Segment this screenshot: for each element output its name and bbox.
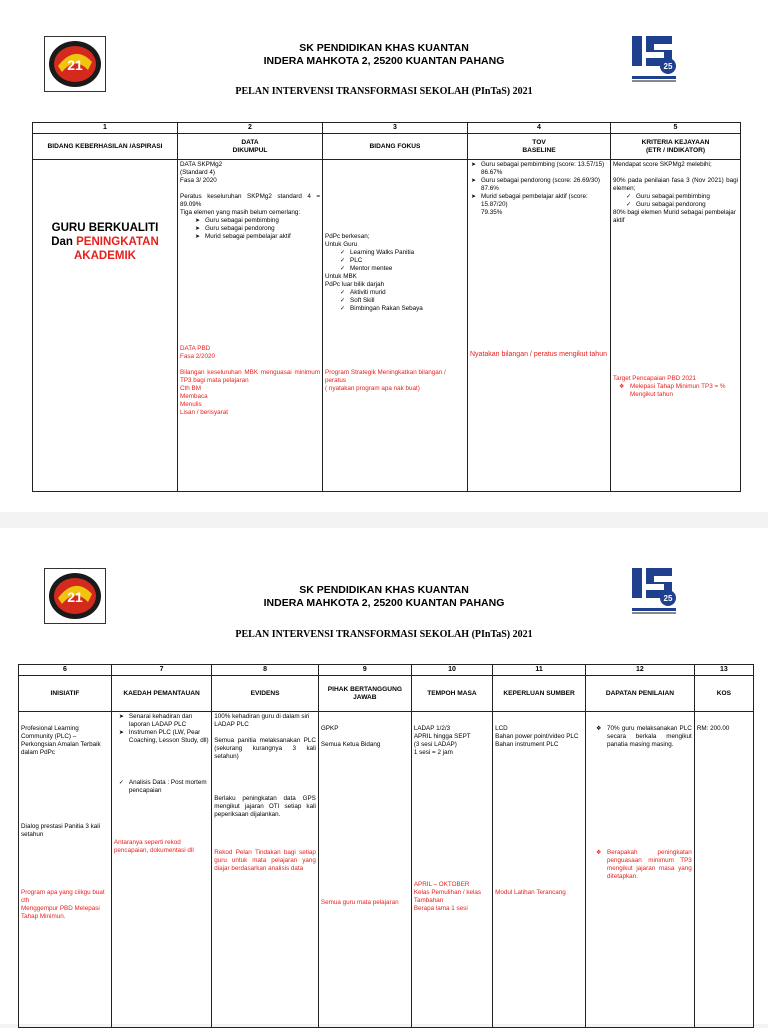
text-line: Berlaku peningkatan data GPS mengikut jajaran OTI setiap kali peperiksaan dijalankan. <box>214 795 316 818</box>
text-line: Semua panitia melaksanakan PLC (sekurang kurangnya 3 kali setahun) <box>214 737 316 760</box>
col-number: 2 <box>178 123 323 134</box>
list-item: ➤ Guru sebagai pembimbing <box>194 217 320 225</box>
text-line: Fasa 2/2020 <box>180 353 216 360</box>
list-item: ✓ Soft Skill <box>339 297 465 305</box>
cell-kos <box>694 712 753 1028</box>
col-number: 8 <box>212 665 319 676</box>
text-line: 80% bagi elemen Murid sebagai pembelajar aktif <box>613 209 736 224</box>
col-number: 4 <box>468 123 611 134</box>
logo-number-25: 25 <box>663 594 673 603</box>
text-line: Modul Latihan Terancang <box>495 889 566 896</box>
header-pihak-bertanggung-jawab: PIHAK BERTANGGUNG JAWAB <box>318 676 411 712</box>
text-line: Menggempur PBD Melepasi Tahap Minimun. <box>21 905 100 920</box>
text-line: Membaca <box>180 393 208 400</box>
cell-pihak-bertanggung-jawab <box>318 712 411 1028</box>
list-item: ➤ Guru sebagai pendorong <box>194 225 320 233</box>
header-evidens: EVIDENS <box>212 676 319 712</box>
list-item: ✓ Mentor mentee <box>339 265 465 273</box>
header-data-dikumpul: DATA DIKUMPUL <box>178 134 323 160</box>
column-header-row <box>19 676 754 712</box>
col-number: 1 <box>33 123 178 134</box>
text-line: Target Pencapaian PBD 2021 <box>613 375 696 382</box>
cell-bidang-fokus <box>323 160 468 492</box>
content-row <box>33 160 741 492</box>
col-number: 11 <box>493 665 586 676</box>
text-line: Mendapat score SKPMg2 melebihi; <box>613 161 712 168</box>
pintas-table-part-1 <box>32 122 741 492</box>
cell-tov-baseline <box>468 160 611 492</box>
logo-number-25: 25 <box>663 62 673 71</box>
text-line: Lisan / berisyarat <box>180 409 228 416</box>
list-item: ➤ Murid sebagai pembelajar aktif (score: 15.87/20) 79.35% <box>470 193 608 217</box>
text-line: cth <box>21 897 30 904</box>
text-line: RM: 200.00 <box>696 725 730 732</box>
text-line: Bahan instrument PLC <box>495 741 559 748</box>
header-bidang-fokus: BIDANG FOKUS <box>323 134 468 160</box>
text-line: ( nyatakan program apa nak buat) <box>325 385 420 392</box>
col-number: 10 <box>411 665 492 676</box>
header-tov-baseline: TOV BASELINE <box>468 134 611 160</box>
column-number-row <box>33 123 741 134</box>
text-line: Berapa lama 1 sesi <box>413 905 468 912</box>
col-number: 6 <box>19 665 112 676</box>
school-name: SK PENDIDIKAN KHAS KUANTAN <box>299 584 469 596</box>
svg-text:21: 21 <box>67 589 83 605</box>
list-item: ➤ Murid sebagai pembelajar aktif <box>194 233 320 241</box>
text-line: Peratus keseluruhan SKPMg2 standard 4 = 89.09% <box>180 193 320 208</box>
text-line: Cth BM <box>180 385 201 392</box>
text-line: Rekod Pelan Tindakan bagi setiap guru untuk mata pelajaran yang diajar berdasarkan analisis data <box>214 849 316 872</box>
header-bidang-keberhasilan: BIDANG KEBERHASILAN /ASPIRASI <box>33 134 178 160</box>
list-item: ➤ Guru sebagai pendorong (score: 26.69/30) 87.6% <box>470 177 608 193</box>
header-kos: KOS <box>694 676 753 712</box>
list-item: ➤ Instrumen PLC (LW, Pear Coaching, Lesson Study, dll) <box>118 729 209 745</box>
cell-tempoh-masa <box>411 712 492 1028</box>
list-item: ✓ Guru sebagai pembimbing <box>625 193 738 201</box>
cell-data-dikumpul <box>178 160 323 492</box>
list-item: ✓ Guru sebagai pendorong <box>625 201 738 209</box>
cell-aspirasi <box>33 160 178 492</box>
document-page-2 <box>0 528 768 1024</box>
text-line: 100% kehadiran guru di dalam siri LADAP PLC <box>214 713 310 728</box>
header-tempoh-masa: TEMPOH MASA <box>411 676 492 712</box>
text-line: Antaranya seperti rekod pencapaian, dokumentasi dll <box>113 839 194 854</box>
list-item: ✓ Aktiviti murid <box>339 289 465 297</box>
document-page-1 <box>0 0 768 512</box>
text-line: Bilangan keseluruhan MBK menguasai minimum TP3 bagi mata pelajaran <box>180 369 320 384</box>
header-dapatan-penilaian: DAPATAN PENILAIAN <box>586 676 695 712</box>
list-item: ✓ Analisis Data : Post mortem pencapaian <box>118 779 209 795</box>
aspirasi-line-1: GURU BERKUALITI <box>51 222 159 234</box>
school-address: INDERA MAHKOTA 2, 25200 KUANTAN PAHANG <box>263 597 505 609</box>
text-line: Program apa yang ciikgu buat <box>21 889 105 896</box>
column-header-row <box>33 134 741 160</box>
text-line: Menulis <box>180 401 202 408</box>
text-line: APRIL – OKTOBER <box>413 881 470 888</box>
text-line: DATA PBD <box>180 345 211 352</box>
text-line: 90% pada penilaian fasa 3 (Nov 2021) bagi elemen; <box>613 177 738 192</box>
text-line: Untuk Guru <box>325 241 358 248</box>
text-line: 1 sesi = 2 jam <box>413 749 453 756</box>
school-name: SK PENDIDIKAN KHAS KUANTAN <box>299 42 469 54</box>
text-line: LADAP 1/2/3 <box>413 725 451 732</box>
text-line: LCD <box>495 725 508 732</box>
text-line: Profesional Learning Community (PLC) – Perkongsian Amalan Terbaik dalam PdPc <box>21 725 101 756</box>
text-line: Tiga elemen yang masih belum cemerlang: <box>180 209 301 216</box>
aspirasi-dan: Dan <box>51 236 73 248</box>
cell-dapatan-penilaian <box>586 712 695 1028</box>
text-line: Bahan power point/video PLC <box>495 733 579 740</box>
list-item: ❖ Berapakah peningkatan penguasaan minimum TP3 mengikut jajaran masa yang ditetapkan. <box>596 849 692 881</box>
list-item: ❖ Melepasi Tahap Minimun TP3 = % Mengikut tahun <box>619 383 738 399</box>
cell-keperluan-sumber <box>493 712 586 1028</box>
text-line: Kelas Pemulihan / kelas Tambahan <box>413 889 482 904</box>
text-line: DATA SKPMg2 <box>180 161 223 168</box>
header-kriteria-kejayaan: KRITERIA KEJAYAAN (ETR / INDIKATOR) <box>611 134 741 160</box>
list-item: ➤ Guru sebagai pembimbing (score: 13.57/15) 86.67% <box>470 161 608 177</box>
list-item: ➤ Senarai kehadiran dan laporan LADAP PLC <box>118 713 209 729</box>
text-line: PdPc luar bilik darjah <box>325 281 385 288</box>
cell-evidens <box>212 712 319 1028</box>
col-number: 7 <box>111 665 211 676</box>
list-item: ✓ Learning Walks Panitia <box>339 249 465 257</box>
aspirasi-line-2: PENINGKATAN <box>76 236 159 248</box>
text-line: Untuk MBK <box>325 273 357 280</box>
col-number: 12 <box>586 665 695 676</box>
text-line: Program Strategik Meningkatkan bilangan / peratus <box>325 369 446 384</box>
header-keperluan-sumber: KEPERLUAN SUMBER <box>493 676 586 712</box>
pintas-table-part-2 <box>18 664 754 1028</box>
text-line: Fasa 3/ 2020 <box>180 177 217 184</box>
cell-inisiatif <box>19 712 112 1028</box>
text-line: Semua guru mata pelajaran <box>320 899 399 906</box>
text-line: (3 sesi LADAP) <box>413 741 457 748</box>
text-line: (Standard 4) <box>180 169 216 176</box>
col-number: 13 <box>694 665 753 676</box>
column-number-row <box>19 665 754 676</box>
school-address: INDERA MAHKOTA 2, 25200 KUANTAN PAHANG <box>263 55 505 67</box>
text-line: GPKP <box>320 725 339 732</box>
content-row <box>19 712 754 1028</box>
list-item: ❖ 70% guru melaksanakan PLC secara berkala mengikut panatia masing masing. <box>596 725 692 749</box>
text-line: Dialog prestasi Panitia 3 kali setahun <box>21 823 101 838</box>
header-kaedah-pemantauan: KAEDAH PEMANTAUAN <box>111 676 211 712</box>
cell-kriteria-kejayaan <box>611 160 741 492</box>
text-line: APRIL hingga SEPT <box>413 733 471 740</box>
aspirasi-line-3: AKADEMIK <box>74 250 136 262</box>
cell-kaedah-pemantauan <box>111 712 211 1028</box>
text-line: Nyatakan bilangan / peratus mengikut tahun <box>470 351 607 358</box>
svg-text:21: 21 <box>67 57 83 73</box>
plan-title: PELAN INTERVENSI TRANSFORMASI SEKOLAH (PInTaS) 2021 <box>235 86 533 97</box>
col-number: 3 <box>323 123 468 134</box>
text-line: PdPc berkesan; <box>325 233 370 240</box>
plan-title: PELAN INTERVENSI TRANSFORMASI SEKOLAH (PInTaS) 2021 <box>235 629 533 640</box>
text-line: Semua Ketua Bidang <box>320 741 381 748</box>
list-item: ✓ PLC <box>339 257 465 265</box>
col-number: 9 <box>318 665 411 676</box>
list-item: ✓ Bimbingan Rakan Sebaya <box>339 305 465 313</box>
header-inisiatif: INISIATIF <box>19 676 112 712</box>
col-number: 5 <box>611 123 741 134</box>
